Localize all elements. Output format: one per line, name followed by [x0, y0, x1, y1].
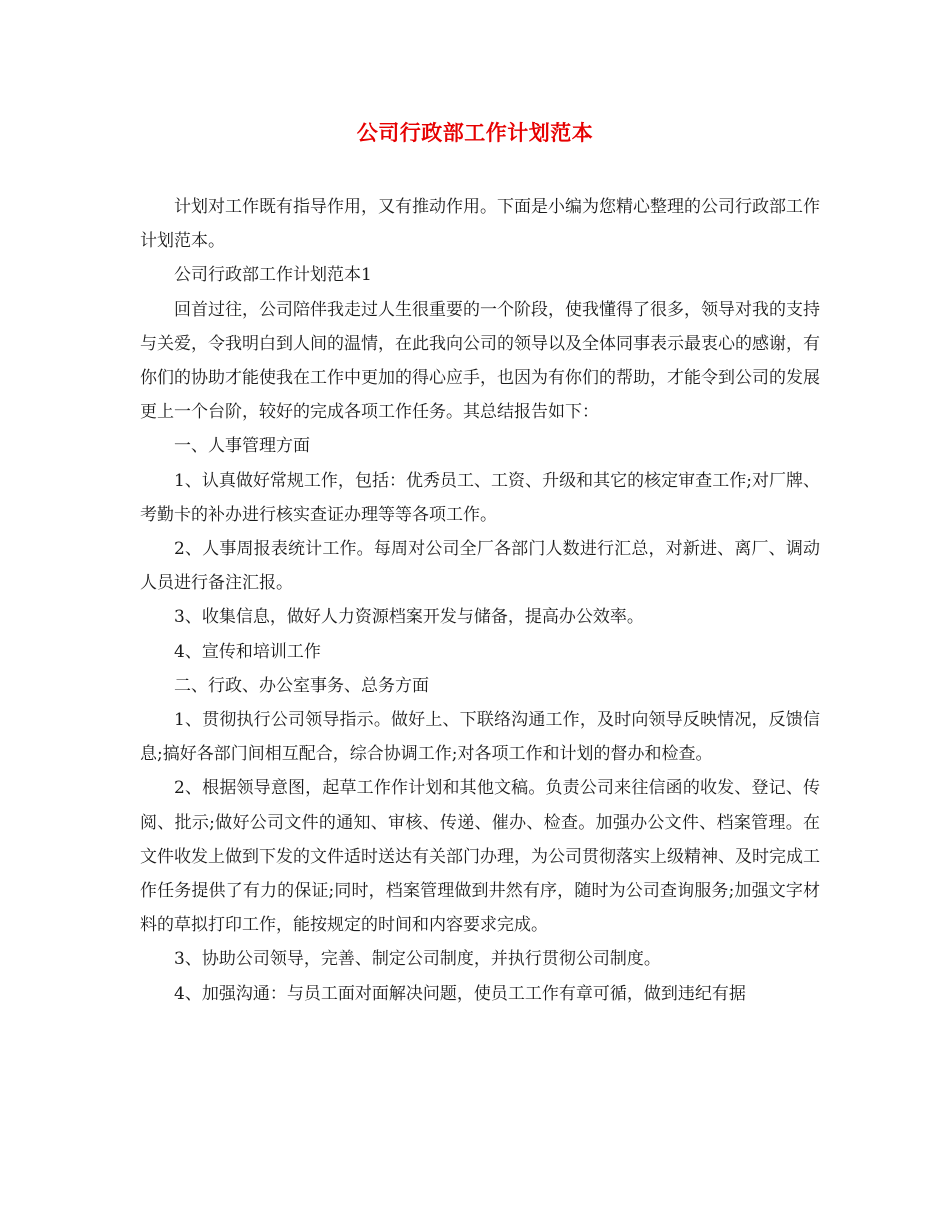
paragraph-admin-item-1: 1、贯彻执行公司领导指示。做好上、下联络沟通工作，及时向领导反映情况，反馈信息;搞好各部门间相互配合，综合协调工作;对各项工作和计划的督办和检查。 — [140, 710, 820, 765]
document-title: 公司行政部工作计划范本 — [356, 120, 594, 145]
paragraph-hr-item-4: 4、宣传和培训工作 — [174, 641, 321, 662]
paragraph-review: 回首过往，公司陪伴我走过人生很重要的一个阶段，使我懂得了很多，领导对我的支持与关爱，令我明白到人间的温情，在此我向公司的领导以及全体同事表示最衷心的感谢，有你们的协助才能使我在工作中更加的得心应手，也因为有你们的帮助，才能令到公司的发展更上一个台阶，较好的完成各项工作任务。其总结报告如下： — [140, 299, 820, 423]
paragraph-admin-item-2: 2、根据领导意图，起草工作作计划和其他文稿。负责公司来往信函的收发、登记、传阅、批示;做好公司文件的通知、审核、传递、催办、检查。加强办公文件、档案管理。在文件收发上做到下发的文件适时送达有关部门办理，为公司贯彻落实上级精神、及时完成工作任务提供了有力的保证;同时，档案管理做到井然有序，随时为公司查询服务;加强文字材料的草拟打印工作，能按规定的时间和内容要求完成。 — [140, 778, 820, 936]
paragraph-hr-item-3: 3、收集信息，做好人力资源档案开发与储备，提高办公效率。 — [174, 607, 644, 628]
paragraph-intro: 计划对工作既有指导作用，又有推动作用。下面是小编为您精心整理的公司行政部工作计划范本。 — [140, 197, 820, 252]
paragraph-admin-item-3: 3、协助公司领导，完善、制定公司制度，并执行贯彻公司制度。 — [174, 949, 661, 970]
paragraph-section-heading: 公司行政部工作计划范本1 — [174, 265, 372, 286]
paragraph-heading-hr: 一、人事管理方面 — [174, 436, 310, 457]
paragraph-hr-item-1: 1、认真做好常规工作，包括：优秀员工、工资、升级和其它的核定审查工作;对厂牌、考勤卡的补办进行核实查证办理等等各项工作。 — [140, 470, 820, 525]
document-body — [140, 190, 820, 1011]
paragraph-hr-item-2: 2、人事周报表统计工作。每周对公司全厂各部门人数进行汇总，对新进、离厂、调动人员进行备注汇报。 — [140, 539, 820, 594]
paragraph-admin-item-4: 4、加强沟通：与员工面对面解决问题，使员工工作有章可循，做到违纪有据 — [174, 983, 746, 1004]
paragraph-heading-admin: 二、行政、办公室事务、总务方面 — [174, 675, 429, 696]
